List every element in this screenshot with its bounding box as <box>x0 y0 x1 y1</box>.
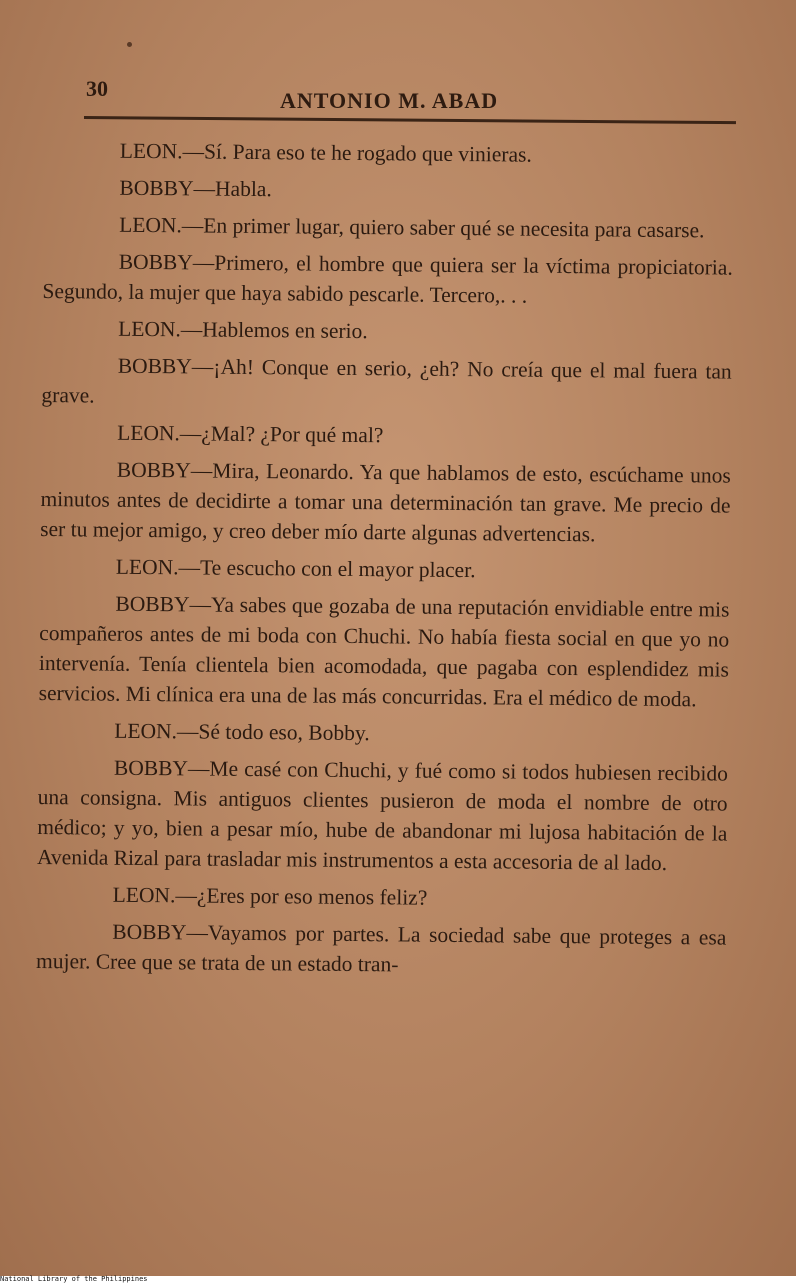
paragraph: BOBBY—Habla. <box>119 175 272 202</box>
header-rule <box>84 116 736 124</box>
paragraph: BOBBY—Me casé con Chuchi, y fué como si todos hubiesen recibido una consigna. Mis antiguos clientes pusieron de moda el nombre de otro médico; y yo, bien a pesar mío, hube de abandonar mi lujosa habitación de la Avenida Rizal para trasladar mis instrumentos a esta accesoria de al lado. <box>36 755 729 876</box>
library-credit: National Library of the Philippines <box>0 1275 148 1283</box>
running-head: ANTONIO M. ABAD <box>280 88 499 113</box>
paragraph: BOBBY—Vayamos por partes. La sociedad sabe que proteges a esa mujer. Cree que se trata de un estado tran- <box>35 919 727 977</box>
paragraph: BOBBY—Ya sabes que gozaba de una reputación envidiable entre mis compañeros antes de mi boda con Chuchi. No había fiesta social en que yo no intervenía. Tenía clientela bien acomodada, que pagaba con esplendidez mis servicios. Mi clínica era una de las más concurridas. Era el médico de moda. <box>38 591 730 712</box>
page-number: 30 <box>86 76 108 101</box>
paragraph: LEON.—Te escucho con el mayor placer. <box>115 554 476 583</box>
paragraph: LEON.—¿Eres por eso menos feliz? <box>112 882 428 910</box>
paragraph: LEON.—Sí. Para eso te he rogado que vinieras. <box>119 138 532 167</box>
paragraph: LEON.—En primer lugar, quiero saber qué se necesita para casarse. <box>119 212 705 243</box>
paragraph: BOBBY—¡Ah! Conque en serio, ¿eh? No creía que el mal fuera tan grave. <box>41 353 732 408</box>
paragraph: BOBBY—Mira, Leonardo. Ya que hablamos de esto, escúchame unos minutos antes de decidirte a tomar una determinación tan grave. Me precio de ser tu mejor amigo, y creo deber mío darte algunas advertencias. <box>40 457 731 547</box>
page-header <box>84 72 736 132</box>
paragraph: LEON.—Sé todo eso, Bobby. <box>114 718 370 746</box>
paragraph: BOBBY—Primero, el hombre que quiera ser la víctima propiciatoria. Segundo, la mujer que haya sabido pescarle. Tercero,. . . <box>42 249 733 308</box>
paragraph: LEON.—¿Mal? ¿Por qué mal? <box>117 420 384 448</box>
body-text <box>36 135 734 990</box>
print-speck <box>127 42 132 47</box>
paragraph: LEON.—Hablemos en serio. <box>118 316 368 344</box>
